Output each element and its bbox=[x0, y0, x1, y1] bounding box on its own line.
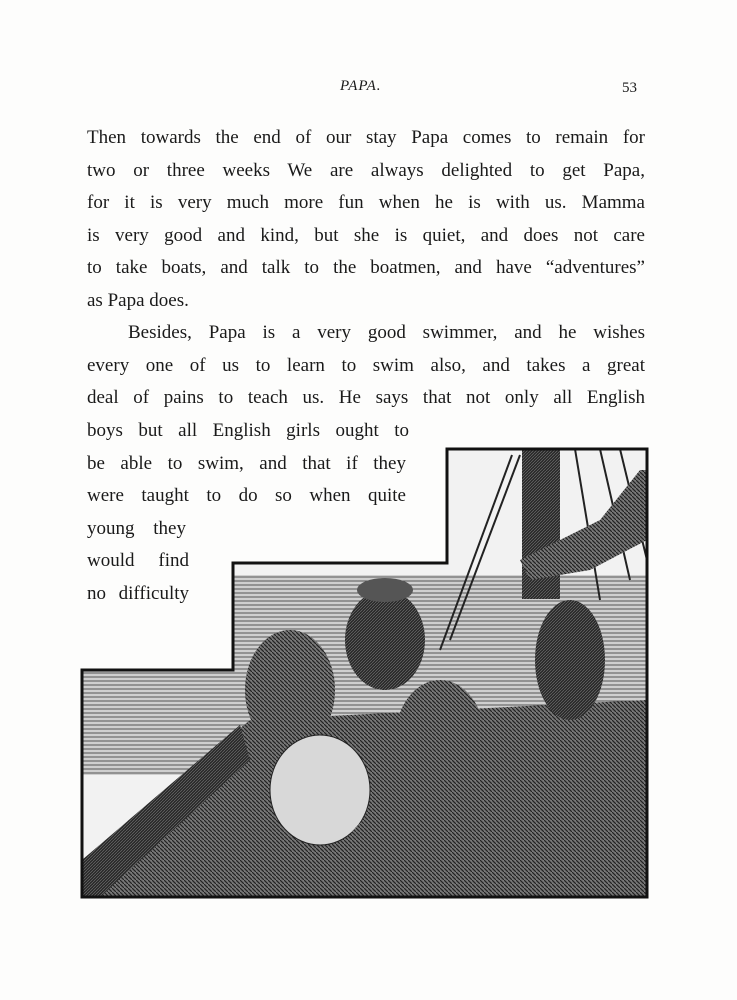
text-line: to take boats, and talk to the boatmen, and have “adventures” bbox=[87, 257, 645, 278]
text-line: Then towards the end of our stay Papa comes to remain for bbox=[87, 127, 645, 148]
fisherman bbox=[395, 680, 485, 800]
text-line: as Papa does. bbox=[87, 290, 189, 311]
text-line: every one of us to learn to swim also, and takes a great bbox=[87, 355, 645, 376]
fisherman bbox=[245, 630, 335, 750]
text-line: were taught to do so when quite bbox=[87, 485, 406, 506]
fisherman bbox=[535, 600, 605, 720]
page-number: 53 bbox=[622, 80, 637, 96]
text-line: would find bbox=[87, 550, 189, 571]
text-line: be able to swim, and that if they bbox=[87, 453, 406, 474]
text-line: is very good and kind, but she is quiet, and does not care bbox=[87, 225, 645, 246]
text-line: young they bbox=[87, 518, 186, 539]
running-title: PAPA. bbox=[340, 78, 382, 94]
text-line: for it is very much more fun when he is with us. Mamma bbox=[87, 192, 645, 213]
text-line: no difficulty bbox=[87, 583, 189, 604]
text-line: boys but all English girls ought to bbox=[87, 420, 409, 441]
text-line: Besides, Papa is a very good swimmer, and he wishes bbox=[128, 322, 645, 343]
text-line: two or three weeks We are always delighted to get Papa, bbox=[87, 160, 645, 181]
fish-catch bbox=[350, 800, 570, 880]
fisherman bbox=[345, 590, 425, 690]
text-line: deal of pains to teach us. He says that not only all English bbox=[87, 387, 645, 408]
